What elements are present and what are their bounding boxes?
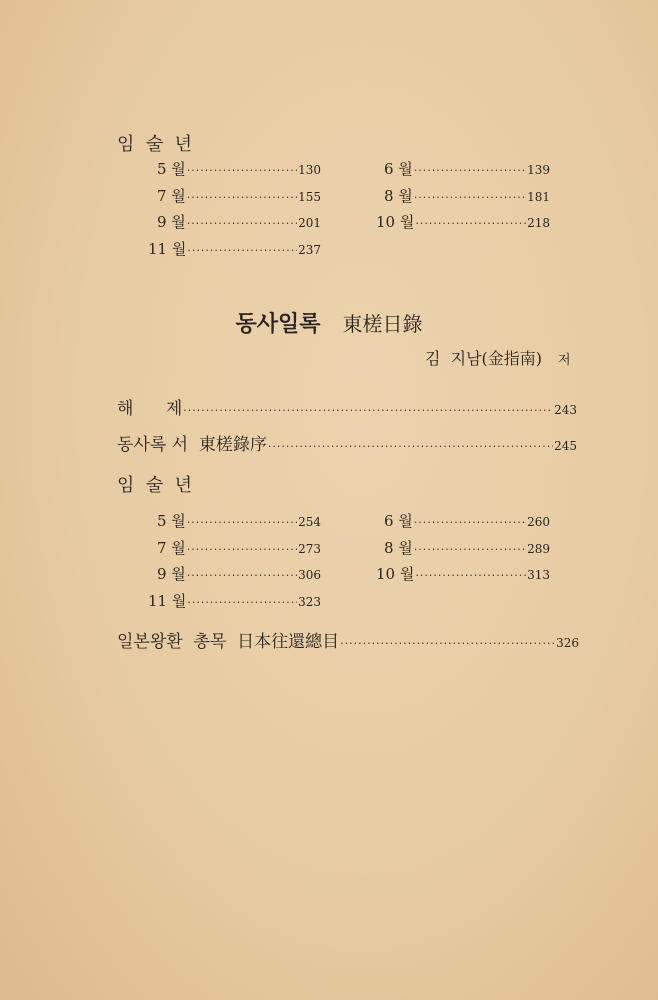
entry-page: 313 [527, 568, 550, 582]
leader-dots [187, 596, 297, 609]
leader-dots [187, 569, 297, 582]
toc-entry [384, 158, 550, 179]
entry-page: 130 [298, 163, 321, 177]
leader-dots [268, 440, 553, 453]
toc-entry [157, 185, 321, 206]
entry-page: 243 [554, 403, 577, 417]
entry-label: 동사록 서 東槎錄序 [117, 435, 267, 455]
toc-entry [376, 211, 550, 232]
leader-dots [187, 164, 297, 177]
entry-page: 245 [554, 439, 577, 453]
leader-dots [340, 637, 555, 650]
toc-entry [148, 238, 321, 259]
entry-page: 237 [298, 243, 321, 257]
section-heading: 임 술 년 [117, 475, 193, 496]
entry-label: 8 월 [384, 187, 413, 205]
toc-entry [157, 211, 321, 232]
toc-entry [148, 590, 321, 611]
entry-label: 5 월 [157, 512, 186, 530]
entry-label: 9 월 [157, 565, 186, 583]
leader-dots [415, 217, 526, 230]
leader-dots [415, 569, 526, 582]
entry-label: 7 월 [157, 539, 186, 557]
entry-label: 8 월 [384, 539, 413, 557]
toc-entry [117, 430, 577, 455]
entry-page: 254 [298, 515, 321, 529]
leader-dots [414, 516, 526, 529]
author-name: 김 지남(金指南) [425, 349, 543, 368]
toc-entry [376, 563, 550, 584]
entry-page: 326 [556, 636, 579, 650]
entry-label: 7 월 [157, 187, 186, 205]
toc-entry [157, 158, 321, 179]
toc-entry [157, 510, 321, 531]
entry-label: 11 월 [148, 592, 187, 610]
entry-label: 10 월 [376, 213, 415, 231]
entry-page: 181 [527, 190, 550, 204]
entry-label: 6 월 [384, 160, 413, 178]
entry-page: 273 [298, 542, 321, 556]
entry-page: 260 [527, 515, 550, 529]
entry-label: 해 제 [117, 399, 183, 419]
entry-label: 9 월 [157, 213, 186, 231]
leader-dots [414, 164, 526, 177]
author-line [425, 346, 571, 369]
section-heading: 임 술 년 [117, 134, 193, 155]
toc-entry [157, 563, 321, 584]
toc-entry [384, 510, 550, 531]
entry-page: 289 [527, 542, 550, 556]
toc-entry [117, 627, 579, 652]
toc-entry [157, 537, 321, 558]
entry-page: 201 [298, 216, 321, 230]
leader-dots [414, 191, 526, 204]
leader-dots [183, 404, 553, 417]
entry-label: 5 월 [157, 160, 186, 178]
leader-dots [414, 543, 526, 556]
toc-entry [117, 394, 577, 419]
title-hanja: 東槎日錄 [342, 312, 423, 336]
toc-entry [384, 185, 550, 206]
toc-entry [384, 537, 550, 558]
work-title [0, 307, 658, 338]
title-hangul: 동사일록 [235, 311, 321, 337]
entry-label: 10 월 [376, 565, 415, 583]
entry-page: 306 [298, 568, 321, 582]
entry-label: 일본왕환 총목 日本往還總目 [117, 632, 340, 652]
entry-label: 11 월 [148, 240, 187, 258]
entry-page: 155 [298, 190, 321, 204]
entry-label: 6 월 [384, 512, 413, 530]
author-suffix: 저 [558, 353, 571, 368]
leader-dots [187, 217, 297, 230]
entry-page: 323 [298, 595, 321, 609]
entry-page: 139 [527, 163, 550, 177]
entry-page: 218 [527, 216, 550, 230]
leader-dots [187, 244, 297, 257]
leader-dots [187, 543, 297, 556]
leader-dots [187, 191, 297, 204]
leader-dots [187, 516, 297, 529]
